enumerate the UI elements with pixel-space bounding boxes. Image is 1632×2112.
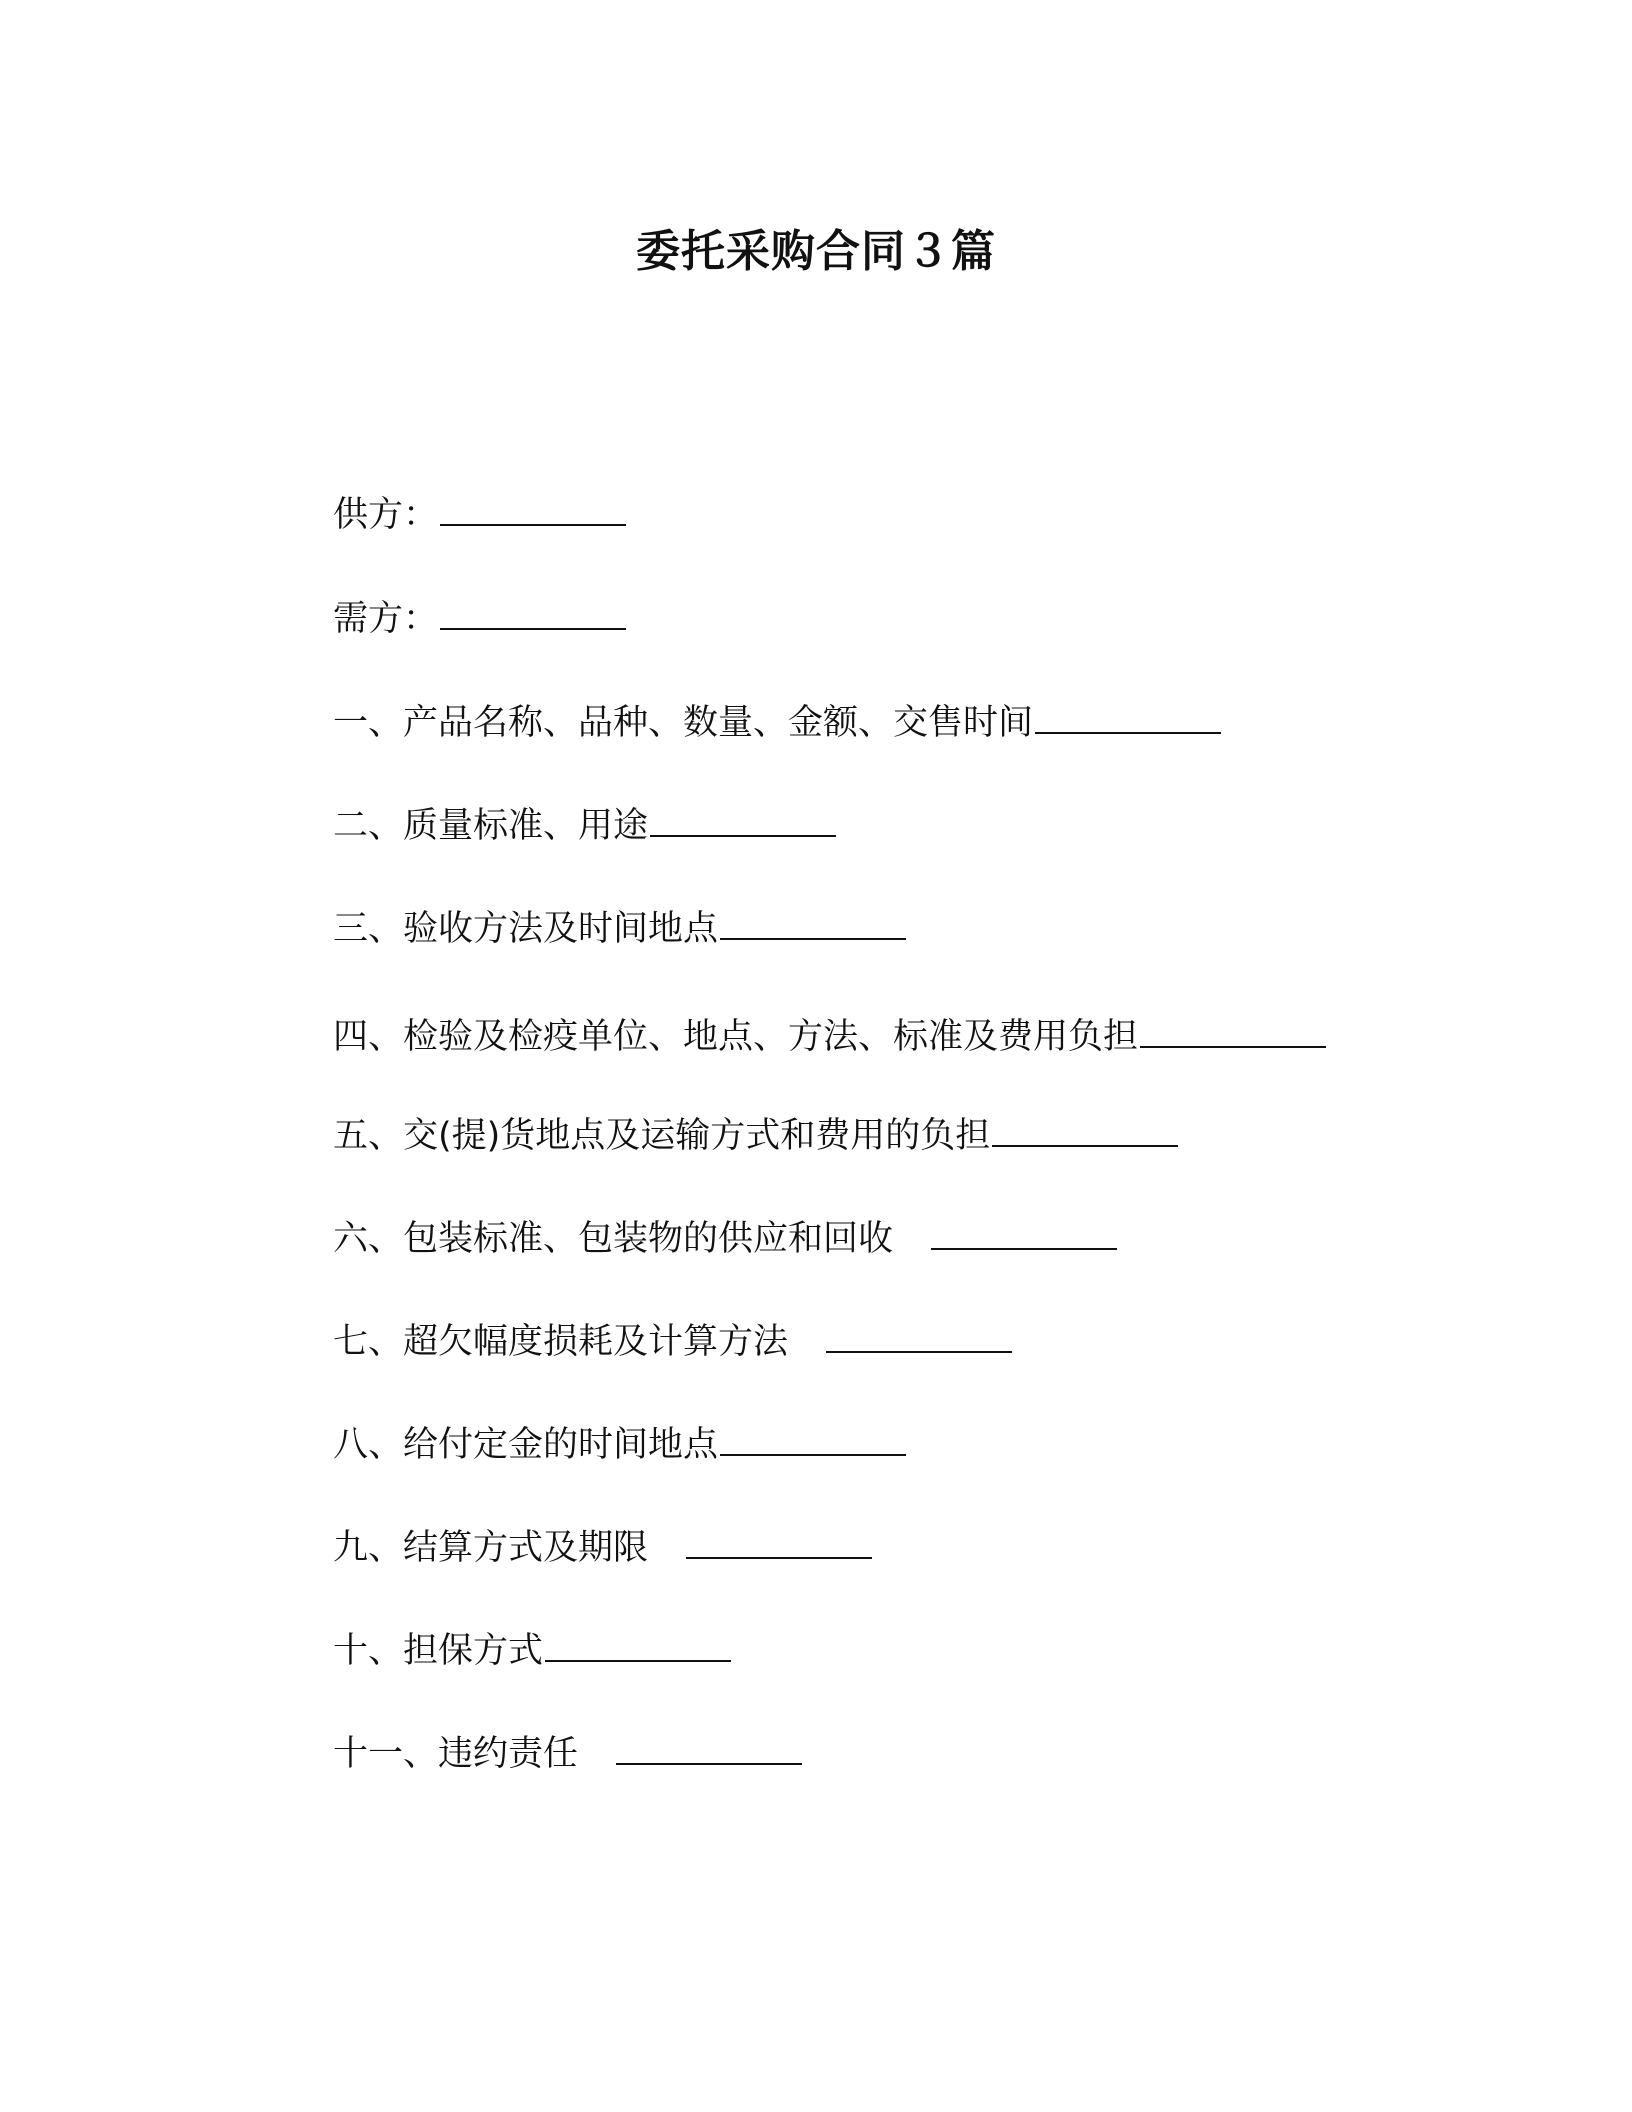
fill-in-blank xyxy=(440,490,626,526)
field-line-supplier xyxy=(333,490,626,540)
field-label: 十、担保方式 xyxy=(333,1631,544,1671)
field-label: 需方： xyxy=(333,599,439,639)
field-line-3 xyxy=(333,904,906,954)
field-label: 四、检验及检疫单位、地点、方法、标准及费用负担 xyxy=(333,1017,1139,1057)
field-label: 供方： xyxy=(333,495,439,535)
field-label: 一、产品名称、品种、数量、金额、交售时间 xyxy=(333,703,1034,743)
field-line-8 xyxy=(333,1420,906,1470)
fill-in-blank xyxy=(720,904,906,940)
document-title: 委托采购合同３篇 xyxy=(636,226,996,277)
field-label: 二、质量标准、用途 xyxy=(333,806,649,846)
field-line-buyer xyxy=(333,594,626,644)
fill-in-blank xyxy=(720,1420,906,1456)
field-line-10 xyxy=(333,1626,731,1676)
field-line-11 xyxy=(333,1729,802,1779)
field-label: 六、包装标准、包装物的供应和回收 xyxy=(333,1219,894,1259)
field-label: 八、给付定金的时间地点 xyxy=(333,1425,719,1465)
field-line-9 xyxy=(333,1523,872,1573)
field-line-2 xyxy=(333,801,836,851)
fill-in-blank xyxy=(931,1214,1117,1250)
field-line-5 xyxy=(333,1111,1178,1161)
fill-in-blank xyxy=(1140,1012,1326,1048)
fill-in-blank xyxy=(440,594,626,630)
field-line-1 xyxy=(333,698,1221,748)
field-label: 九、结算方式及期限 xyxy=(333,1528,649,1568)
fill-in-blank xyxy=(686,1523,872,1559)
fill-in-blank xyxy=(1035,698,1221,734)
fill-in-blank xyxy=(616,1729,802,1765)
field-line-7 xyxy=(333,1317,1012,1367)
fill-in-blank xyxy=(826,1317,1012,1353)
field-label: 三、验收方法及时间地点 xyxy=(333,909,719,949)
field-label: 七、超欠幅度损耗及计算方法 xyxy=(333,1322,789,1362)
field-line-4 xyxy=(333,1012,1326,1062)
fill-in-blank xyxy=(545,1626,731,1662)
fill-in-blank xyxy=(650,801,836,837)
field-label: 五、交(提)货地点及运输方式和费用的负担 xyxy=(333,1116,991,1156)
field-label: 十一、违约责任 xyxy=(333,1734,579,1774)
field-line-6 xyxy=(333,1214,1117,1264)
fill-in-blank xyxy=(992,1111,1178,1147)
